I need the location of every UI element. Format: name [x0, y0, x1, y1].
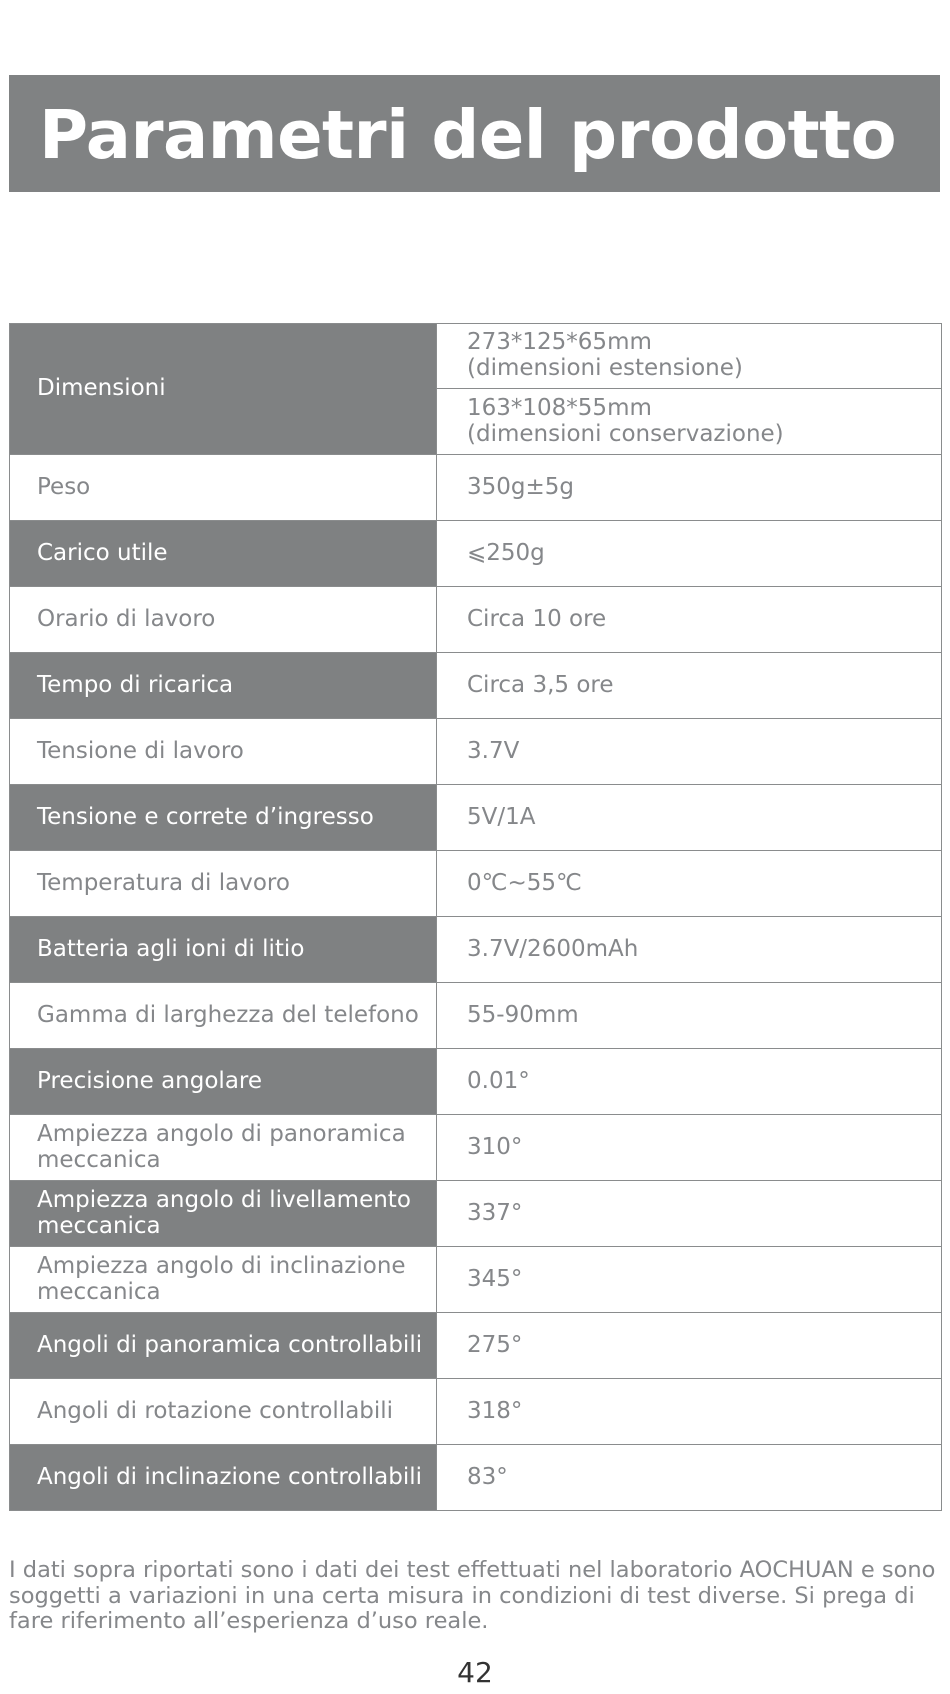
table-row — [10, 1379, 942, 1445]
param-label: Temperatura di lavoro — [10, 851, 437, 917]
table-row — [10, 851, 942, 917]
table-row — [10, 1115, 942, 1181]
param-value: 3.7V — [437, 719, 942, 785]
page-title: Parametri del prodotto — [39, 96, 897, 174]
table-row — [10, 1247, 942, 1313]
param-value: 0.01° — [437, 1049, 942, 1115]
param-value: 275° — [437, 1313, 942, 1379]
param-label: Carico utile — [10, 521, 437, 587]
param-value: 3.7V/2600mAh — [437, 917, 942, 983]
table-row — [10, 917, 942, 983]
param-value: 350g±5g — [437, 455, 942, 521]
param-value: 55-90mm — [437, 983, 942, 1049]
table-row — [10, 1445, 942, 1511]
param-value: 5V/1A — [437, 785, 942, 851]
extended-dimensions-note: (dimensioni estensione) — [467, 355, 743, 381]
test-data-disclaimer: I dati sopra riportati sono i dati dei test effettuati nel laboratorio AOCHUAN e sono soggetti a variazioni in una certa misura in condizioni di test diverse. Si prega di fare riferimento all’esperienza d’uso reale. — [9, 1557, 936, 1635]
param-value: 0℃~55℃ — [437, 851, 942, 917]
param-label: Tensione e correte d’ingresso — [10, 785, 437, 851]
table-row — [10, 1313, 942, 1379]
table-row — [10, 719, 942, 785]
param-label: Angoli di inclinazione controllabili — [10, 1445, 437, 1511]
table-row — [10, 785, 942, 851]
title-banner — [9, 75, 940, 192]
param-value: 83° — [437, 1445, 942, 1511]
param-label: Ampiezza angolo di inclinazione meccanica — [10, 1247, 437, 1313]
storage-dimensions: 163*108*55mm — [467, 394, 652, 421]
storage-dimensions-note: (dimensioni conservazione) — [467, 420, 784, 447]
param-value: 337° — [437, 1181, 942, 1247]
table-row-dimensions-extended — [10, 324, 942, 389]
param-label: Ampiezza angolo di panoramica meccanica — [10, 1115, 437, 1181]
page-number: 42 — [457, 1656, 493, 1689]
param-label: Precisione angolare — [10, 1049, 437, 1115]
param-label: Tempo di ricarica — [10, 653, 437, 719]
extended-dimensions: 273*125*65mm — [467, 329, 652, 356]
table-row — [10, 587, 942, 653]
param-value: Circa 3,5 ore — [437, 653, 942, 719]
product-parameters-table — [9, 323, 942, 1511]
table-row — [10, 1181, 942, 1247]
table-row — [10, 521, 942, 587]
param-value-storage — [437, 389, 942, 455]
table-row — [10, 455, 942, 521]
param-value: 345° — [437, 1247, 942, 1313]
param-label: Angoli di panoramica controllabili — [10, 1313, 437, 1379]
param-label: Gamma di larghezza del telefono — [10, 983, 437, 1049]
param-label: Angoli di rotazione controllabili — [10, 1379, 437, 1445]
param-value: Circa 10 ore — [437, 587, 942, 653]
param-value-extended — [437, 324, 942, 389]
param-value: ⩽250g — [437, 521, 942, 587]
param-value: 318° — [437, 1379, 942, 1445]
param-label: Tensione di lavoro — [10, 719, 437, 785]
param-label: Peso — [10, 455, 437, 521]
param-label: Batteria agli ioni di litio — [10, 917, 437, 983]
param-label: Dimensioni — [10, 324, 437, 455]
table-row — [10, 983, 942, 1049]
param-label: Ampiezza angolo di livellamento meccanica — [10, 1181, 437, 1247]
table-row — [10, 1049, 942, 1115]
param-value: 310° — [437, 1115, 942, 1181]
table-row — [10, 653, 942, 719]
param-label: Orario di lavoro — [10, 587, 437, 653]
